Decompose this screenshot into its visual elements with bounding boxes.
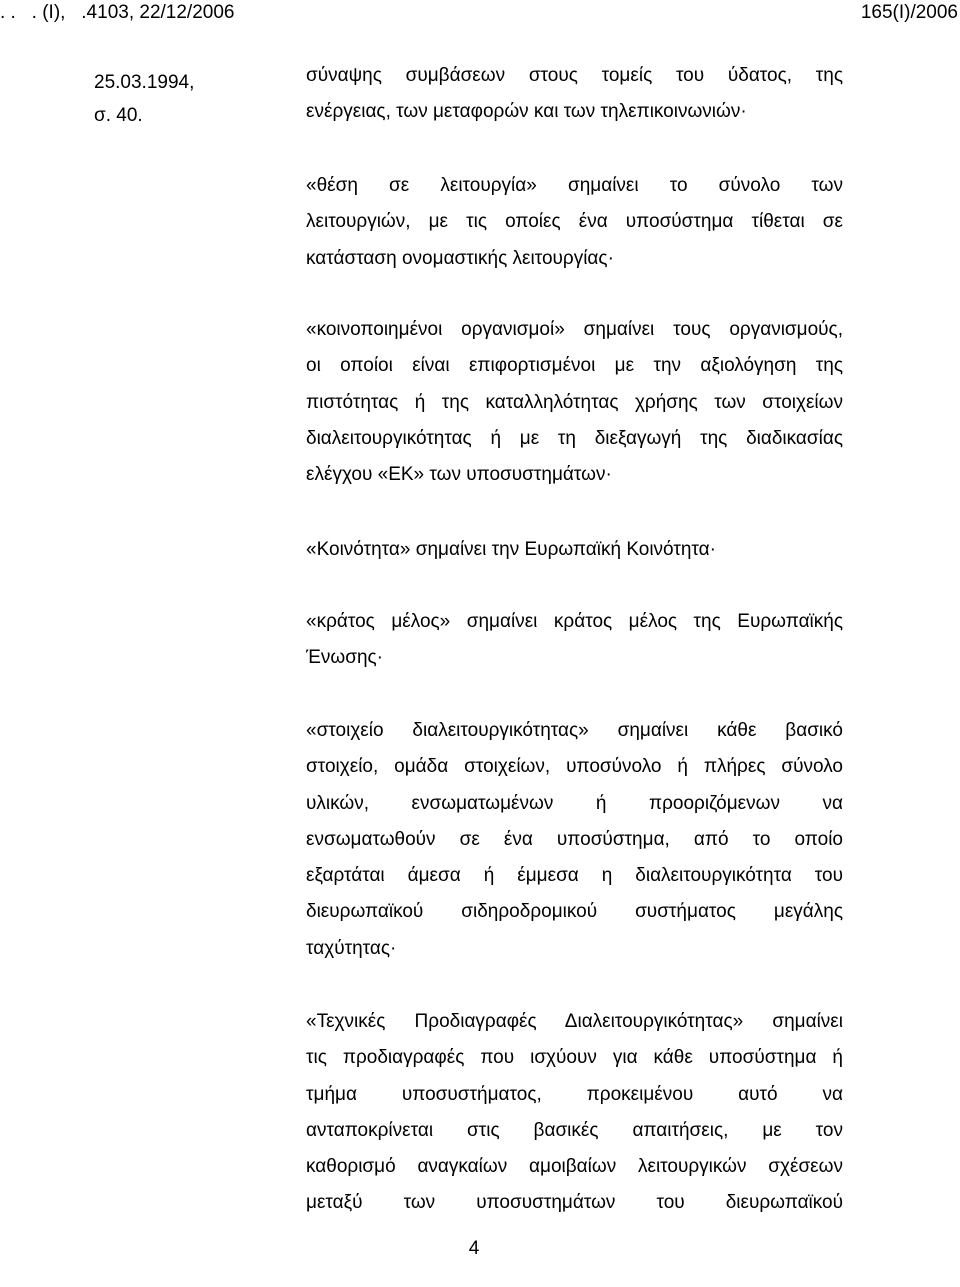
paragraph-line: «θέση σε λειτουργία» σημαίνει το σύνολο των — [306, 175, 843, 196]
paragraph-line: λειτουργιών, με τις οποίες ένα υποσύστημα τίθεται σε — [306, 211, 843, 233]
paragraph-line: «Τεχνικές Προδιαγραφές Διαλειτουργικότητας» σημαίνει — [306, 1011, 843, 1032]
paragraph-line: διευρωπαϊκού σιδηροδρομικού συστήματος μεγάλης — [306, 901, 843, 923]
header-law-number: 165(Ι)/2006 — [860, 2, 958, 23]
paragraph-line: καθορισμό αναγκαίων αμοιβαίων λειτουργικών σχέσεων — [306, 1156, 843, 1178]
margin-note-page: σ. 40. — [94, 105, 143, 126]
margin-note-date: 25.03.1994, — [94, 72, 195, 93]
paragraph-line: «κοινοποιημένοι οργανισμοί» σημαίνει τους οργανισμούς, — [306, 319, 843, 340]
paragraph-2 — [306, 168, 843, 277]
paragraph-5 — [306, 604, 843, 677]
paragraph-line: «κράτος μέλος» σημαίνει κράτος μέλος της Ευρωπαϊκής — [306, 611, 843, 632]
paragraph-line: «Κοινότητα» σημαίνει την Ευρωπαϊκή Κοινότητα· — [306, 539, 716, 560]
margin-note — [94, 66, 194, 132]
paragraph-6 — [306, 713, 843, 967]
paragraph-7 — [306, 1004, 843, 1222]
paragraph-line: ενσωματωθούν σε ένα υποσύστημα, από το οποίο — [306, 828, 843, 850]
header-left-reference: . . . (Ι), .4103, 22/12/2006 — [0, 2, 235, 23]
paragraph-line: εξαρτάται άμεσα ή έμμεσα η διαλειτουργικότητα του — [306, 865, 843, 887]
paragraph-line: διαλειτουργικότητας ή με τη διεξαγωγή της διαδικασίας — [306, 427, 843, 449]
page-number: 4 — [468, 1238, 480, 1259]
paragraph-line: πιστότητας ή της καταλληλότητας χρήσης των στοιχείων — [306, 391, 843, 413]
paragraph-line: «στοιχείο διαλειτουργικότητας» σημαίνει κάθε βασικό — [306, 720, 843, 741]
paragraph-line: ενέργειας, των μεταφορών και των τηλεπικοινωνιών· — [306, 101, 747, 123]
paragraph-line: οι οποίοι είναι επιφορτισμένοι με την αξιολόγηση της — [306, 355, 843, 377]
paragraph-line: Ένωσης· — [306, 647, 384, 669]
paragraph-line: μεταξύ των υποσυστημάτων του διευρωπαϊκού — [306, 1192, 843, 1214]
paragraph-4 — [306, 532, 843, 568]
paragraph-line: ανταποκρίνεται στις βασικές απαιτήσεις, με τον — [306, 1119, 843, 1141]
paragraph-line: τις προδιαγραφές που ισχύουν για κάθε υποσύστημα ή — [306, 1047, 843, 1069]
paragraph-line: ταχύτητας· — [306, 937, 397, 959]
paragraph-3 — [306, 312, 843, 493]
paragraph-line: στοιχείο, ομάδα στοιχείων, υποσύνολο ή πλήρες σύνολο — [306, 756, 843, 778]
paragraph-1 — [306, 58, 843, 131]
paragraph-line: κατάσταση ονομαστικής λειτουργίας· — [306, 247, 614, 269]
paragraph-line: υλικών, ενσωματωμένων ή προοριζόμενων να — [306, 792, 843, 814]
paragraph-line: σύναψης συμβάσεων στους τομείς του ύδατος, της — [306, 65, 843, 86]
paragraph-line: ελέγχου «ΕΚ» των υποσυστημάτων· — [306, 464, 612, 486]
paragraph-line: τμήμα υποσυστήματος, προκειμένου αυτό να — [306, 1083, 843, 1105]
